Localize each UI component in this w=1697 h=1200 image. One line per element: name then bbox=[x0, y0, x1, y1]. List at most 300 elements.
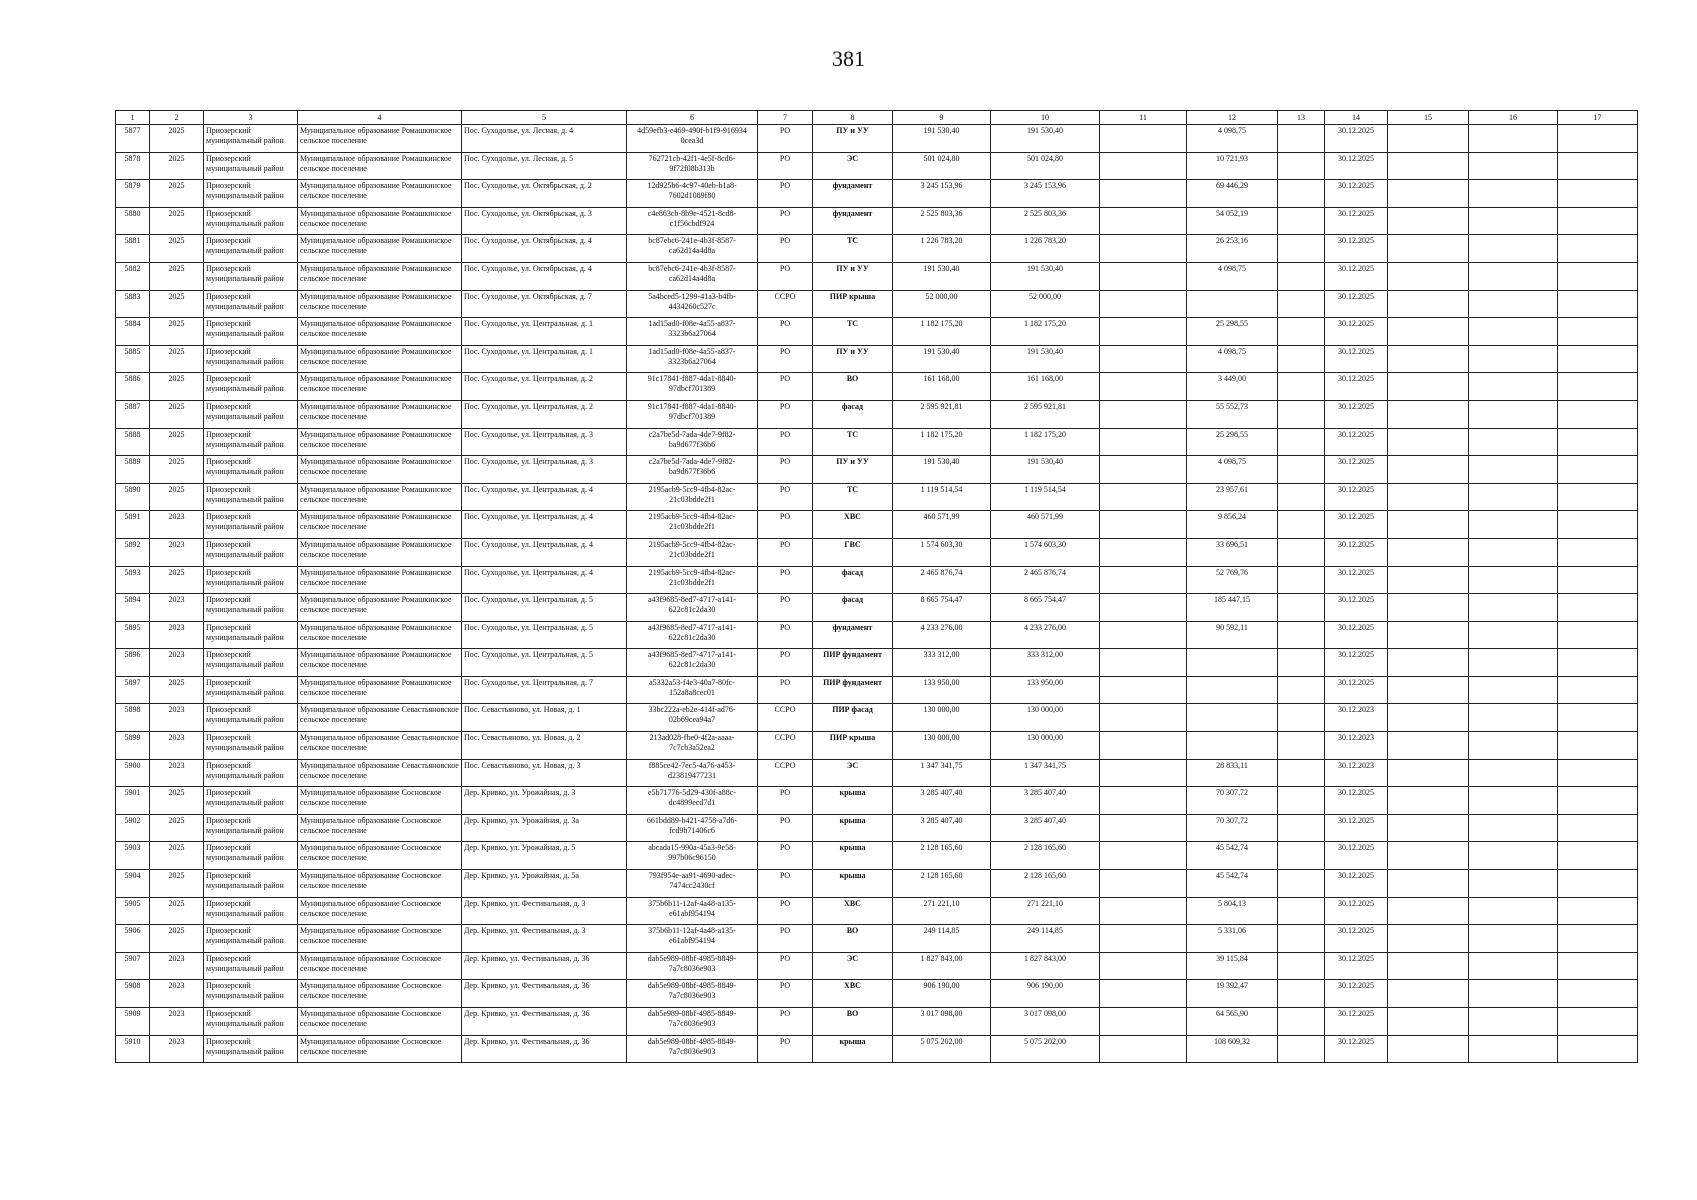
cell-col-8: ТС bbox=[813, 428, 893, 456]
cell-col-12: 4 098,75 bbox=[1187, 262, 1278, 290]
cell-col-13 bbox=[1278, 152, 1325, 180]
column-header-14: 14 bbox=[1325, 111, 1388, 125]
cell-col-7: РО bbox=[758, 842, 813, 870]
cell-col-6: e5b71776-5d29-430f-a88c-dc4899ecd7d1 bbox=[627, 787, 758, 815]
cell-col-8: ЭС bbox=[813, 759, 893, 787]
cell-col-7: РО bbox=[758, 511, 813, 539]
cell-col-6: 375b6b11-12af-4a48-a135-e61abf954194 bbox=[627, 897, 758, 925]
cell-col-10: 8 665 754,47 bbox=[991, 594, 1100, 622]
cell-col-15 bbox=[1388, 180, 1469, 208]
cell-col-10: 906 190,00 bbox=[991, 980, 1100, 1008]
cell-col-11 bbox=[1100, 814, 1187, 842]
cell-col-12: 45 542,74 bbox=[1187, 842, 1278, 870]
table-body bbox=[116, 125, 1638, 1063]
cell-col-15 bbox=[1388, 1008, 1469, 1036]
cell-col-15 bbox=[1388, 676, 1469, 704]
cell-col-5: Пос. Севастьяново, ул. Новая, д. 2 bbox=[462, 732, 627, 760]
cell-col-15 bbox=[1388, 732, 1469, 760]
cell-col-16 bbox=[1469, 125, 1558, 153]
cell-col-2: 2025 bbox=[150, 262, 204, 290]
cell-col-12: 23 957,61 bbox=[1187, 483, 1278, 511]
cell-col-6: 2195acb9-5cc9-4fb4-82ac-21c03bdde2f1 bbox=[627, 483, 758, 511]
cell-col-11 bbox=[1100, 511, 1187, 539]
cell-col-3: Приозерский муниципальный район bbox=[204, 787, 298, 815]
cell-col-1: 5898 bbox=[116, 704, 150, 732]
cell-col-14: 30.12.2025 bbox=[1325, 262, 1388, 290]
cell-col-5: Дер. Кривко, ул. Фестивальная, д. 3 bbox=[462, 897, 627, 925]
cell-col-10: 4 233 276,00 bbox=[991, 621, 1100, 649]
cell-col-17 bbox=[1558, 318, 1638, 346]
cell-col-5: Пос. Суходолье, ул. Центральная, д. 1 bbox=[462, 345, 627, 373]
cell-col-5: Пос. Суходолье, ул. Центральная, д. 5 bbox=[462, 594, 627, 622]
cell-col-3: Приозерский муниципальный район bbox=[204, 704, 298, 732]
cell-col-1: 5892 bbox=[116, 538, 150, 566]
cell-col-1: 5899 bbox=[116, 732, 150, 760]
cell-col-11 bbox=[1100, 897, 1187, 925]
table-row bbox=[116, 897, 1638, 925]
cell-col-17 bbox=[1558, 180, 1638, 208]
cell-col-2: 2025 bbox=[150, 345, 204, 373]
cell-col-15 bbox=[1388, 870, 1469, 898]
cell-col-16 bbox=[1469, 456, 1558, 484]
table-row bbox=[116, 180, 1638, 208]
cell-col-12 bbox=[1187, 676, 1278, 704]
cell-col-5: Пос. Суходолье, ул. Центральная, д. 3 bbox=[462, 428, 627, 456]
cell-col-6: 1ad15ad0-f08e-4a55-a837-3323b6a27064 bbox=[627, 345, 758, 373]
cell-col-2: 2025 bbox=[150, 814, 204, 842]
cell-col-3: Приозерский муниципальный район bbox=[204, 1008, 298, 1036]
cell-col-9: 271 221,10 bbox=[893, 897, 991, 925]
cell-col-14: 30.12.2025 bbox=[1325, 483, 1388, 511]
cell-col-3: Приозерский муниципальный район bbox=[204, 262, 298, 290]
cell-col-7: РО bbox=[758, 428, 813, 456]
cell-col-2: 2023 bbox=[150, 952, 204, 980]
cell-col-6: c4e863cb-8b9e-4521-8cd8-c1f56cbdf924 bbox=[627, 207, 758, 235]
cell-col-7: РО bbox=[758, 566, 813, 594]
cell-col-8: ЭС bbox=[813, 952, 893, 980]
cell-col-10: 1 119 514,54 bbox=[991, 483, 1100, 511]
table-row bbox=[116, 842, 1638, 870]
cell-col-1: 5906 bbox=[116, 925, 150, 953]
cell-col-5: Дер. Кривко, ул. Урожайная, д. 5а bbox=[462, 870, 627, 898]
cell-col-10: 161 168,00 bbox=[991, 373, 1100, 401]
cell-col-14: 30.12.2025 bbox=[1325, 318, 1388, 346]
column-header-5: 5 bbox=[462, 111, 627, 125]
cell-col-9: 1 182 175,20 bbox=[893, 428, 991, 456]
cell-col-7: РО bbox=[758, 1008, 813, 1036]
cell-col-15 bbox=[1388, 842, 1469, 870]
cell-col-2: 2023 bbox=[150, 1035, 204, 1063]
cell-col-11 bbox=[1100, 704, 1187, 732]
cell-col-12: 185 447,15 bbox=[1187, 594, 1278, 622]
cell-col-2: 2023 bbox=[150, 732, 204, 760]
cell-col-3: Приозерский муниципальный район bbox=[204, 621, 298, 649]
cell-col-6: dab5e989-08bf-4985-8849-7a7c8036e903 bbox=[627, 980, 758, 1008]
cell-col-17 bbox=[1558, 759, 1638, 787]
table-row bbox=[116, 704, 1638, 732]
cell-col-17 bbox=[1558, 980, 1638, 1008]
cell-col-16 bbox=[1469, 621, 1558, 649]
cell-col-7: РО bbox=[758, 897, 813, 925]
cell-col-10: 1 347 341,75 bbox=[991, 759, 1100, 787]
cell-col-5: Дер. Кривко, ул. Урожайная, д. 5 bbox=[462, 842, 627, 870]
column-header-9: 9 bbox=[893, 111, 991, 125]
column-header-3: 3 bbox=[204, 111, 298, 125]
cell-col-11 bbox=[1100, 1035, 1187, 1063]
cell-col-3: Приозерский муниципальный район bbox=[204, 180, 298, 208]
cell-col-13 bbox=[1278, 428, 1325, 456]
cell-col-2: 2025 bbox=[150, 400, 204, 428]
cell-col-16 bbox=[1469, 1035, 1558, 1063]
cell-col-5: Пос. Суходолье, ул. Октябрьская, д. 4 bbox=[462, 262, 627, 290]
cell-col-9: 8 665 754,47 bbox=[893, 594, 991, 622]
table-row bbox=[116, 925, 1638, 953]
cell-col-1: 5904 bbox=[116, 870, 150, 898]
cell-col-4: Муниципальное образование Сосновское сельское поселение bbox=[298, 787, 462, 815]
cell-col-4: Муниципальное образование Ромашкинское сельское поселение bbox=[298, 290, 462, 318]
cell-col-16 bbox=[1469, 373, 1558, 401]
cell-col-8: ПИР крыша bbox=[813, 732, 893, 760]
cell-col-15 bbox=[1388, 704, 1469, 732]
cell-col-8: крыша bbox=[813, 814, 893, 842]
cell-col-17 bbox=[1558, 538, 1638, 566]
cell-col-14: 30.12.2023 bbox=[1325, 759, 1388, 787]
cell-col-6: 33bc222a-eb2e-414f-ad76-02b69cea94a7 bbox=[627, 704, 758, 732]
cell-col-14: 30.12.2025 bbox=[1325, 980, 1388, 1008]
page-number: 381 bbox=[832, 46, 865, 71]
cell-col-17 bbox=[1558, 870, 1638, 898]
cell-col-9: 1 182 175,20 bbox=[893, 318, 991, 346]
cell-col-7: РО bbox=[758, 676, 813, 704]
column-header-1: 1 bbox=[116, 111, 150, 125]
cell-col-11 bbox=[1100, 621, 1187, 649]
cell-col-1: 5907 bbox=[116, 952, 150, 980]
cell-col-15 bbox=[1388, 925, 1469, 953]
cell-col-6: 762721cb-42f1-4e5f-8cd6-9f72f08b313b bbox=[627, 152, 758, 180]
cell-col-3: Приозерский муниципальный район bbox=[204, 870, 298, 898]
cell-col-3: Приозерский муниципальный район bbox=[204, 594, 298, 622]
cell-col-10: 3 285 407,40 bbox=[991, 787, 1100, 815]
cell-col-9: 191 530,40 bbox=[893, 125, 991, 153]
cell-col-14: 30.12.2025 bbox=[1325, 594, 1388, 622]
cell-col-3: Приозерский муниципальный район bbox=[204, 318, 298, 346]
cell-col-8: ВО bbox=[813, 925, 893, 953]
cell-col-14: 30.12.2025 bbox=[1325, 842, 1388, 870]
cell-col-10: 1 226 783,20 bbox=[991, 235, 1100, 263]
table-row bbox=[116, 235, 1638, 263]
cell-col-15 bbox=[1388, 290, 1469, 318]
cell-col-7: ССРО bbox=[758, 290, 813, 318]
cell-col-5: Пос. Суходолье, ул. Октябрьская, д. 2 bbox=[462, 180, 627, 208]
cell-col-13 bbox=[1278, 732, 1325, 760]
cell-col-2: 2025 bbox=[150, 925, 204, 953]
cell-col-6: c2a7be5d-7ada-4de7-9f82-ba9d677f36b6 bbox=[627, 456, 758, 484]
cell-col-11 bbox=[1100, 235, 1187, 263]
cell-col-7: РО bbox=[758, 594, 813, 622]
cell-col-6: 1ad15ad0-f08e-4a55-a837-3323b6a27064 bbox=[627, 318, 758, 346]
cell-col-2: 2023 bbox=[150, 649, 204, 677]
cell-col-13 bbox=[1278, 1008, 1325, 1036]
cell-col-5: Пос. Севастьяново, ул. Новая, д. 3 bbox=[462, 759, 627, 787]
cell-col-16 bbox=[1469, 814, 1558, 842]
cell-col-4: Муниципальное образование Ромашкинское сельское поселение bbox=[298, 676, 462, 704]
column-header-8: 8 bbox=[813, 111, 893, 125]
cell-col-5: Дер. Кривко, ул. Фестивальная, д. 36 bbox=[462, 1008, 627, 1036]
cell-col-16 bbox=[1469, 952, 1558, 980]
cell-col-1: 5887 bbox=[116, 400, 150, 428]
cell-col-14: 30.12.2025 bbox=[1325, 952, 1388, 980]
table-row bbox=[116, 732, 1638, 760]
cell-col-11 bbox=[1100, 180, 1187, 208]
cell-col-4: Муниципальное образование Ромашкинское сельское поселение bbox=[298, 483, 462, 511]
column-header-2: 2 bbox=[150, 111, 204, 125]
cell-col-12: 4 098,75 bbox=[1187, 125, 1278, 153]
cell-col-1: 5896 bbox=[116, 649, 150, 677]
cell-col-14: 30.12.2025 bbox=[1325, 787, 1388, 815]
cell-col-17 bbox=[1558, 1008, 1638, 1036]
cell-col-7: РО bbox=[758, 373, 813, 401]
cell-col-2: 2025 bbox=[150, 897, 204, 925]
table-row bbox=[116, 318, 1638, 346]
cell-col-10: 133 950,00 bbox=[991, 676, 1100, 704]
cell-col-7: РО bbox=[758, 456, 813, 484]
cell-col-13 bbox=[1278, 842, 1325, 870]
cell-col-12: 26 253,16 bbox=[1187, 235, 1278, 263]
cell-col-16 bbox=[1469, 207, 1558, 235]
cell-col-3: Приозерский муниципальный район bbox=[204, 456, 298, 484]
cell-col-9: 130 000,00 bbox=[893, 704, 991, 732]
cell-col-3: Приозерский муниципальный район bbox=[204, 566, 298, 594]
cell-col-2: 2025 bbox=[150, 870, 204, 898]
cell-col-3: Приозерский муниципальный район bbox=[204, 814, 298, 842]
cell-col-15 bbox=[1388, 759, 1469, 787]
cell-col-13 bbox=[1278, 897, 1325, 925]
cell-col-9: 4 233 276,00 bbox=[893, 621, 991, 649]
cell-col-10: 1 574 603,30 bbox=[991, 538, 1100, 566]
cell-col-12: 9 856,24 bbox=[1187, 511, 1278, 539]
cell-col-17 bbox=[1558, 400, 1638, 428]
cell-col-6: f885ce42-7ec5-4a76-a453-d23819477231 bbox=[627, 759, 758, 787]
cell-col-14: 30.12.2025 bbox=[1325, 456, 1388, 484]
table-header bbox=[116, 111, 1638, 125]
cell-col-5: Пос. Суходолье, ул. Центральная, д. 4 bbox=[462, 566, 627, 594]
cell-col-7: ССРО bbox=[758, 704, 813, 732]
cell-col-1: 5908 bbox=[116, 980, 150, 1008]
cell-col-11 bbox=[1100, 400, 1187, 428]
cell-col-13 bbox=[1278, 1035, 1325, 1063]
cell-col-1: 5900 bbox=[116, 759, 150, 787]
cell-col-4: Муниципальное образование Ромашкинское сельское поселение bbox=[298, 373, 462, 401]
cell-col-6: 2195acb9-5cc9-4fb4-82ac-21c03bdde2f1 bbox=[627, 511, 758, 539]
cell-col-1: 5886 bbox=[116, 373, 150, 401]
cell-col-4: Муниципальное образование Сосновское сельское поселение bbox=[298, 870, 462, 898]
cell-col-1: 5903 bbox=[116, 842, 150, 870]
cell-col-16 bbox=[1469, 511, 1558, 539]
cell-col-14: 30.12.2025 bbox=[1325, 538, 1388, 566]
cell-col-9: 161 168,00 bbox=[893, 373, 991, 401]
cell-col-17 bbox=[1558, 814, 1638, 842]
cell-col-9: 1 226 783,20 bbox=[893, 235, 991, 263]
cell-col-6: dab5e989-08bf-4985-8849-7a7c8036e903 bbox=[627, 952, 758, 980]
table-row bbox=[116, 621, 1638, 649]
cell-col-11 bbox=[1100, 759, 1187, 787]
cell-col-14: 30.12.2025 bbox=[1325, 649, 1388, 677]
cell-col-15 bbox=[1388, 373, 1469, 401]
column-header-17: 17 bbox=[1558, 111, 1638, 125]
cell-col-12: 64 565,90 bbox=[1187, 1008, 1278, 1036]
cell-col-5: Пос. Суходолье, ул. Октябрьская, д. 3 bbox=[462, 207, 627, 235]
column-header-11: 11 bbox=[1100, 111, 1187, 125]
cell-col-10: 191 530,40 bbox=[991, 125, 1100, 153]
cell-col-1: 5891 bbox=[116, 511, 150, 539]
cell-col-6: a43f9685-8ed7-4717-a141-622c81c2da30 bbox=[627, 621, 758, 649]
cell-col-5: Пос. Суходолье, ул. Центральная, д. 5 bbox=[462, 649, 627, 677]
cell-col-10: 3 285 407,40 bbox=[991, 814, 1100, 842]
cell-col-17 bbox=[1558, 925, 1638, 953]
cell-col-9: 1 119 514,54 bbox=[893, 483, 991, 511]
cell-col-5: Пос. Суходолье, ул. Центральная, д. 3 bbox=[462, 456, 627, 484]
cell-col-14: 30.12.2023 bbox=[1325, 704, 1388, 732]
cell-col-4: Муниципальное образование Ромашкинское сельское поселение bbox=[298, 125, 462, 153]
cell-col-16 bbox=[1469, 483, 1558, 511]
cell-col-3: Приозерский муниципальный район bbox=[204, 676, 298, 704]
column-header-16: 16 bbox=[1469, 111, 1558, 125]
cell-col-11 bbox=[1100, 925, 1187, 953]
cell-col-8: ТС bbox=[813, 483, 893, 511]
cell-col-17 bbox=[1558, 1035, 1638, 1063]
cell-col-10: 2 595 921,81 bbox=[991, 400, 1100, 428]
cell-col-14: 30.12.2025 bbox=[1325, 814, 1388, 842]
cell-col-16 bbox=[1469, 1008, 1558, 1036]
table-row bbox=[116, 787, 1638, 815]
cell-col-11 bbox=[1100, 787, 1187, 815]
cell-col-5: Дер. Кривко, ул. Фестивальная, д. 36 bbox=[462, 952, 627, 980]
table-row bbox=[116, 456, 1638, 484]
cell-col-2: 2023 bbox=[150, 538, 204, 566]
table-row bbox=[116, 814, 1638, 842]
cell-col-13 bbox=[1278, 676, 1325, 704]
table-row bbox=[116, 759, 1638, 787]
cell-col-5: Пос. Суходолье, ул. Лесная, д. 4 bbox=[462, 125, 627, 153]
cell-col-4: Муниципальное образование Ромашкинское сельское поселение bbox=[298, 649, 462, 677]
cell-col-15 bbox=[1388, 511, 1469, 539]
cell-col-10: 460 571,99 bbox=[991, 511, 1100, 539]
cell-col-3: Приозерский муниципальный район bbox=[204, 649, 298, 677]
table-row bbox=[116, 290, 1638, 318]
cell-col-10: 52 000,00 bbox=[991, 290, 1100, 318]
cell-col-4: Муниципальное образование Ромашкинское сельское поселение bbox=[298, 318, 462, 346]
cell-col-2: 2025 bbox=[150, 676, 204, 704]
cell-col-9: 460 571,99 bbox=[893, 511, 991, 539]
cell-col-4: Муниципальное образование Севастьяновское сельское поселение bbox=[298, 732, 462, 760]
column-header-4: 4 bbox=[298, 111, 462, 125]
cell-col-17 bbox=[1558, 897, 1638, 925]
cell-col-17 bbox=[1558, 566, 1638, 594]
cell-col-12: 70 307,72 bbox=[1187, 814, 1278, 842]
cell-col-2: 2025 bbox=[150, 180, 204, 208]
cell-col-12 bbox=[1187, 649, 1278, 677]
cell-col-2: 2025 bbox=[150, 373, 204, 401]
cell-col-11 bbox=[1100, 538, 1187, 566]
cell-col-13 bbox=[1278, 345, 1325, 373]
cell-col-6: a5332a53-f4e3-40a7-80fc-152a8a8cec01 bbox=[627, 676, 758, 704]
cell-col-6: 793f954e-aa91-4690-adec-7474cc2430cf bbox=[627, 870, 758, 898]
cell-col-16 bbox=[1469, 842, 1558, 870]
cell-col-15 bbox=[1388, 125, 1469, 153]
cell-col-10: 501 024,80 bbox=[991, 152, 1100, 180]
cell-col-2: 2025 bbox=[150, 456, 204, 484]
cell-col-12 bbox=[1187, 290, 1278, 318]
cell-col-15 bbox=[1388, 428, 1469, 456]
table-row bbox=[116, 400, 1638, 428]
cell-col-10: 191 530,40 bbox=[991, 345, 1100, 373]
cell-col-8: крыша bbox=[813, 787, 893, 815]
cell-col-7: РО bbox=[758, 152, 813, 180]
cell-col-3: Приозерский муниципальный район bbox=[204, 207, 298, 235]
table-row bbox=[116, 262, 1638, 290]
cell-col-17 bbox=[1558, 345, 1638, 373]
table-row bbox=[116, 870, 1638, 898]
cell-col-7: РО bbox=[758, 814, 813, 842]
cell-col-6: dab5e989-08bf-4985-8849-7a7c8036e903 bbox=[627, 1035, 758, 1063]
cell-col-10: 2 128 165,60 bbox=[991, 842, 1100, 870]
cell-col-6: 4d59efb3-e469-490f-b1f9-916934 0cea3d bbox=[627, 125, 758, 153]
table-row bbox=[116, 1035, 1638, 1063]
cell-col-1: 5885 bbox=[116, 345, 150, 373]
cell-col-16 bbox=[1469, 925, 1558, 953]
cell-col-2: 2023 bbox=[150, 621, 204, 649]
cell-col-3: Приозерский муниципальный район bbox=[204, 897, 298, 925]
cell-col-14: 30.12.2025 bbox=[1325, 1035, 1388, 1063]
table-row bbox=[116, 428, 1638, 456]
cell-col-9: 333 312,00 bbox=[893, 649, 991, 677]
cell-col-15 bbox=[1388, 235, 1469, 263]
cell-col-13 bbox=[1278, 180, 1325, 208]
cell-col-13 bbox=[1278, 621, 1325, 649]
cell-col-17 bbox=[1558, 262, 1638, 290]
cell-col-2: 2023 bbox=[150, 759, 204, 787]
column-header-7: 7 bbox=[758, 111, 813, 125]
cell-col-5: Дер. Кривко, ул. Фестивальная, д. 36 bbox=[462, 1035, 627, 1063]
cell-col-2: 2023 bbox=[150, 594, 204, 622]
cell-col-12: 108 609,32 bbox=[1187, 1035, 1278, 1063]
cell-col-12: 69 446,29 bbox=[1187, 180, 1278, 208]
cell-col-8: ТС bbox=[813, 235, 893, 263]
cell-col-10: 5 075 202,00 bbox=[991, 1035, 1100, 1063]
cell-col-1: 5881 bbox=[116, 235, 150, 263]
table-row bbox=[116, 649, 1638, 677]
cell-col-15 bbox=[1388, 787, 1469, 815]
cell-col-12: 70 307,72 bbox=[1187, 787, 1278, 815]
cell-col-1: 5883 bbox=[116, 290, 150, 318]
cell-col-2: 2025 bbox=[150, 787, 204, 815]
cell-col-13 bbox=[1278, 980, 1325, 1008]
cell-col-9: 191 530,40 bbox=[893, 456, 991, 484]
cell-col-17 bbox=[1558, 704, 1638, 732]
cell-col-9: 2 595 921,81 bbox=[893, 400, 991, 428]
cell-col-5: Пос. Суходолье, ул. Центральная, д. 2 bbox=[462, 373, 627, 401]
cell-col-7: РО bbox=[758, 125, 813, 153]
cell-col-17 bbox=[1558, 952, 1638, 980]
cell-col-2: 2025 bbox=[150, 152, 204, 180]
cell-col-6: 661bdd89-b421-4758-a7d6-fcd9b71406c6 bbox=[627, 814, 758, 842]
cell-col-4: Муниципальное образование Ромашкинское сельское поселение bbox=[298, 207, 462, 235]
cell-col-13 bbox=[1278, 952, 1325, 980]
cell-col-10: 2 465 876,74 bbox=[991, 566, 1100, 594]
cell-col-15 bbox=[1388, 483, 1469, 511]
cell-col-1: 5909 bbox=[116, 1008, 150, 1036]
cell-col-15 bbox=[1388, 980, 1469, 1008]
